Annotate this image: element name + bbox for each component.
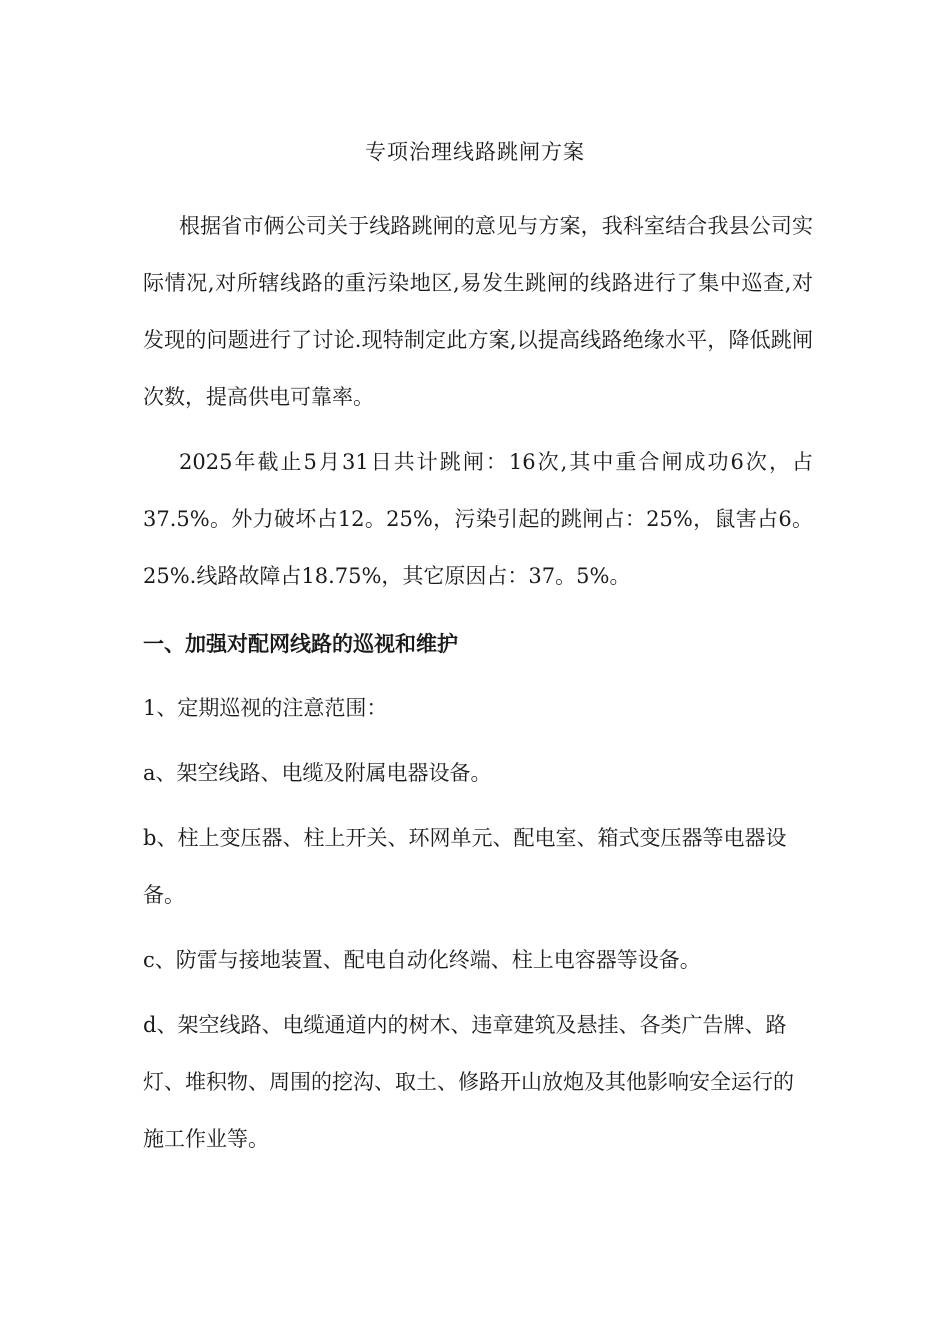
statistics-paragraph: 2025年截止5月31日共计跳闸：16次,其中重合闸成功6次，占37.5%。外力破坏占12。25%，污染引起的跳闸占：25%，鼠害占6。25%.线路故障占18.75%，其它原因占：37。5%。 xyxy=(143,450,813,588)
document-body xyxy=(143,198,813,1176)
list-intro: 1、定期巡视的注意范围： xyxy=(143,696,388,720)
section-heading: 一、加强对配网线路的巡视和维护 xyxy=(143,631,458,656)
list-item-a: a、架空线路、电缆及附属电器设备。 xyxy=(143,761,492,785)
list-item-c: c、防雷与接地装置、配电自动化终端、柱上电容器等设备。 xyxy=(143,948,701,972)
document-title: 专项治理线路跳闸方案 xyxy=(365,140,585,164)
list-item-d: d、架空线路、电缆通道内的树木、违章建筑及悬挂、各类广告牌、路灯、堆积物、周围的挖沟、取土、修路开山放炮及其他影响安全运行的施工作业等。 xyxy=(143,1013,794,1151)
list-item-b: b、柱上变压器、柱上开关、环网单元、配电室、箱式变压器等电器设备。 xyxy=(143,826,787,907)
intro-paragraph: 根据省市俩公司关于线路跳闸的意见与方案，我科室结合我县公司实际情况,对所辖线路的重污染地区,易发生跳闸的线路进行了集中巡查,对发现的问题进行了讨论.现特制定此方案,以提高线路绝缘水平，降低跳闸次数，提高供电可靠率。 xyxy=(143,214,813,409)
